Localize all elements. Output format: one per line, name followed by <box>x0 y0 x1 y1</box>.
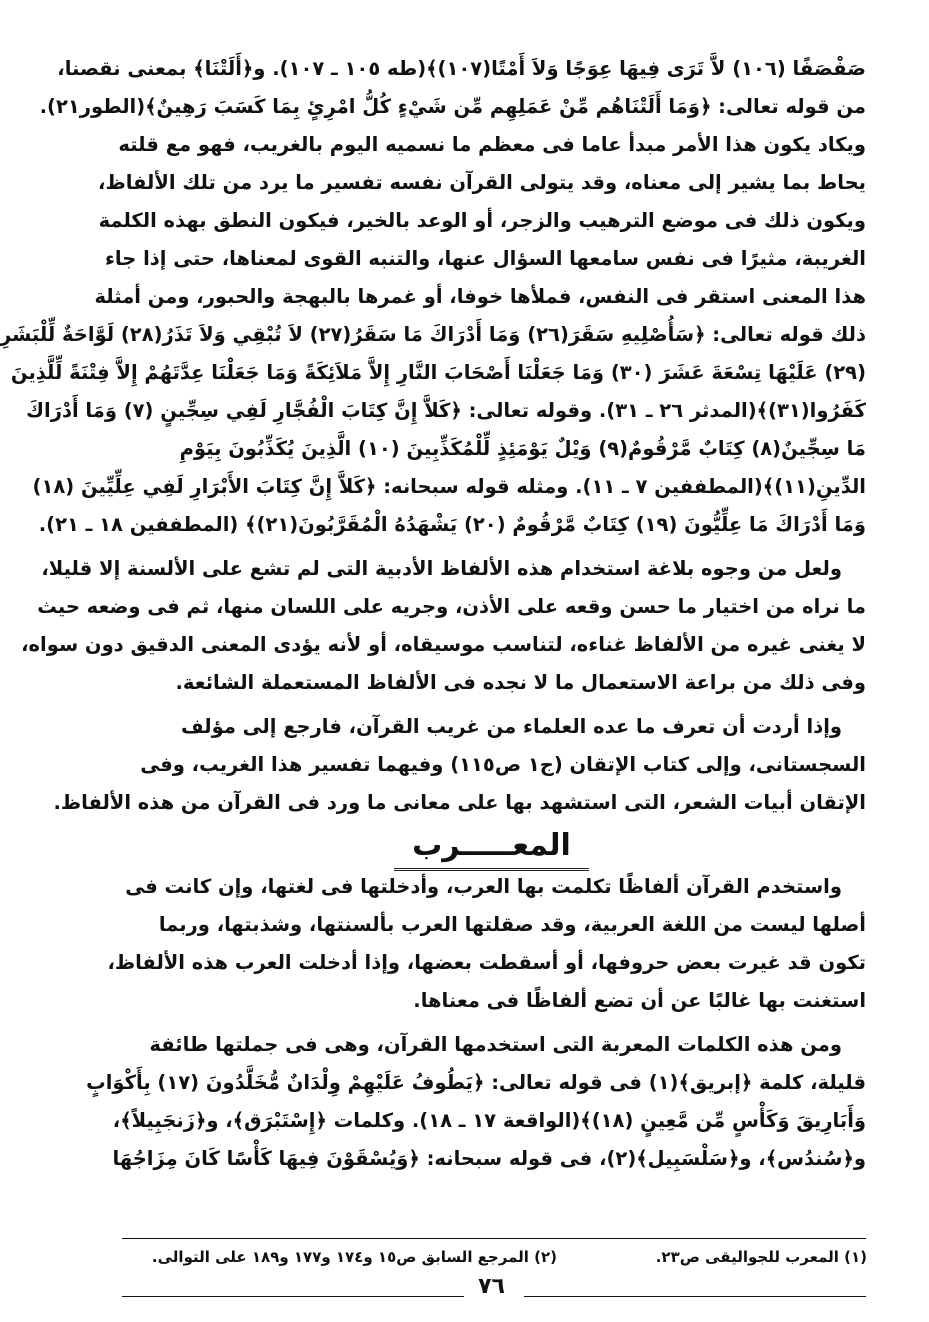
text-line: الدِّينِ(١١)﴾(المطففين ٧ ـ ١١). ومثله قوله سبحانه: ﴿كَلاَّ إِنَّ كِتَابَ الأَبْرَارِ لَفِي عِلِّيِّينَ (١٨) <box>32 475 866 498</box>
text-line: استغنت بها غالبًا عن أن تضع ألفاظًا فى معناها. <box>413 989 866 1012</box>
text-line: من قوله تعالى: ﴿وَمَا أَلَتْنَاهُم مِّنْ عَمَلِهِم مِّن شَيْءٍ كُلُّ امْرِئٍ بِمَا كَسَبَ رَهِينٌ﴾(الطور٢١). <box>39 95 866 118</box>
section-heading-text: المعـــــرب <box>394 824 589 871</box>
text-line: كَفَرُوا(٣١)﴾(المدثر ٢٦ ـ ٣١). وقوله تعالى: ﴿كَلاَّ إِنَّ كِتَابَ الْفُجَّارِ لَفِي سِجِّينٍ (٧) وَمَا أَدْرَاكَ <box>26 399 866 422</box>
text-line: ذلك قوله تعالى: ﴿سَأُصْلِيهِ سَقَرَ(٢٦) وَمَا أَدْرَاكَ مَا سَقَرُ(٢٧) لاَ تُبْقِي وَلاَ تَذَرُ(٢٨) لَوَّاحَةٌ لِّلْبَشَرِ <box>0 323 866 346</box>
text-line: ومن هذه الكلمات المعربة التى استخدمها القرآن، وهى فى جملتها طائفة <box>149 1033 842 1056</box>
text-line: ما نراه من اختيار ما حسن وقعه على الأذن، وجريه على اللسان منها، ثم فى وضعه حيث <box>37 595 866 618</box>
text-line: تكون قد غيرت بعض حروفها، أو أسقطت بعضها، وإذا أدخلت العرب هذه الألفاظ، <box>107 951 866 974</box>
footnote-2: (٢) المرجع السابق ص١٥ و١٧٤ و١٧٧ و١٨٩ على التوالى. <box>151 1248 557 1266</box>
footnote-1: (١) المعرب للجواليقى ص٢٣. <box>655 1248 867 1266</box>
text-line: السجستانى، وإلى كتاب الإتقان (ج١ ص١١٥) وفيهما تفسير هذا الغريب، وفى <box>140 753 866 776</box>
text-line: يحاط بما يشير إلى معناه، وقد يتولى القرآن نفسه تفسير ما يرد من تلك الألفاظ، <box>98 171 866 194</box>
text-line: واستخدم القرآن ألفاظًا تكلمت بها العرب، وأدخلتها فى لغتها، وإن كانت فى <box>125 875 842 898</box>
text-line: الغريبة، مثيرًا فى نفس سامعها السؤال عنها، والتنبه القوى لمعناها، حتى إذا جاء <box>104 247 866 270</box>
text-line: صَفْصَفًا (١٠٦) لاَّ تَرَى فِيهَا عِوَجًا وَلاَ أَمْتًا(١٠٧)﴾(طه ١٠٥ ـ ١٠٧). و﴿أَلَتْنَا﴾ بمعنى نقصنا، <box>57 57 866 80</box>
text-line: قليلة، كلمة ﴿إبريق﴾(١) فى قوله تعالى: ﴿يَطُوفُ عَلَيْهِمْ وِلْدَانٌ مُّخَلَّدُونَ (١٧) بِأَكْوَابٍ <box>86 1071 866 1094</box>
text-line: وإذا أردت أن تعرف ما عده العلماء من غريب القرآن، فارجع إلى مؤلف <box>181 715 842 738</box>
page-number-rule-left <box>122 1296 464 1297</box>
text-line: ويكون ذلك فى موضع الترهيب والزجر، أو الوعد بالخير، فيكون النطق بهذه الكلمة <box>98 209 866 232</box>
text-line: لا يغنى غيره من الألفاظ غناءه، لتناسب موسيقاه، أو لأنه يؤدى المعنى الدقيق دون سواه، <box>21 633 866 656</box>
footnote-separator <box>122 1238 866 1239</box>
section-heading <box>54 824 929 871</box>
text-line: مَا سِجِّينٌ(٨) كِتَابٌ مَّرْقُومٌ(٩) وَيْلٌ يَوْمَئِذٍ لِّلْمُكَذِّبِينَ (١٠) الَّذِينَ يُكَذِّبُونَ بِيَوْمِ <box>179 437 866 460</box>
text-line: وَأَبَارِيقَ وَكَأْسٍ مِّن مَّعِينٍ (١٨)﴾(الواقعة ١٧ ـ ١٨). وكلمات ﴿إِسْتَبْرَق﴾، و﴿زَنجَبِيلاً﴾، <box>112 1109 866 1132</box>
text-line: أصلها ليست من اللغة العربية، وقد صقلتها العرب بألسنتها، وشذبتها، وربما <box>158 913 866 936</box>
text-line: هذا المعنى استقر فى النفس، فملأها خوفا، أو غمرها بالبهجة والحبور، ومن أمثلة <box>94 285 866 308</box>
text-line: الإتقان أبيات الشعر، التى استشهد بها على معانى ما ورد فى القرآن من هذه الألفاظ. <box>53 791 866 814</box>
text-line: و﴿سُندُس﴾، و﴿سَلْسَبِيل﴾(٢)، فى قوله سبحانه: ﴿وَيُسْقَوْنَ فِيهَا كَأْسًا كَانَ مِزَاجُهَا <box>112 1147 866 1170</box>
text-line: (٢٩) عَلَيْهَا تِسْعَةَ عَشَرَ (٣٠) وَمَا جَعَلْنَا أَصْحَابَ النَّارِ إِلاَّ مَلاَئِكَةً وَمَا جَعَلْنَا عِدَّتَهُمْ إِلاَّ فِتْنَةً لِّلَّذِينَ <box>10 361 866 384</box>
page-number: ٧٦ <box>478 1274 505 1299</box>
text-line: ولعل من وجوه بلاغة استخدام هذه الألفاظ الأدبية التى لم تشع على الألسنة إلا قليلا، <box>41 557 842 580</box>
page-number-rule-right <box>524 1296 866 1297</box>
text-line: ويكاد يكون هذا الأمر مبدأ عاما فى معظم ما نسميه اليوم بالغريب، فهو مع قلته <box>118 133 866 156</box>
text-line: وَمَا أَدْرَاكَ مَا عِلِّيُّونَ (١٩) كِتَابٌ مَّرْقُومٌ (٢٠) يَشْهَدُهُ الْمُقَرَّبُونَ(٢١)﴾ (المطففين ١٨ ـ ٢١). <box>38 513 866 536</box>
text-line: وفى ذلك من براعة الاستعمال ما لا نجده فى الألفاظ المستعملة الشائعة. <box>175 671 866 694</box>
